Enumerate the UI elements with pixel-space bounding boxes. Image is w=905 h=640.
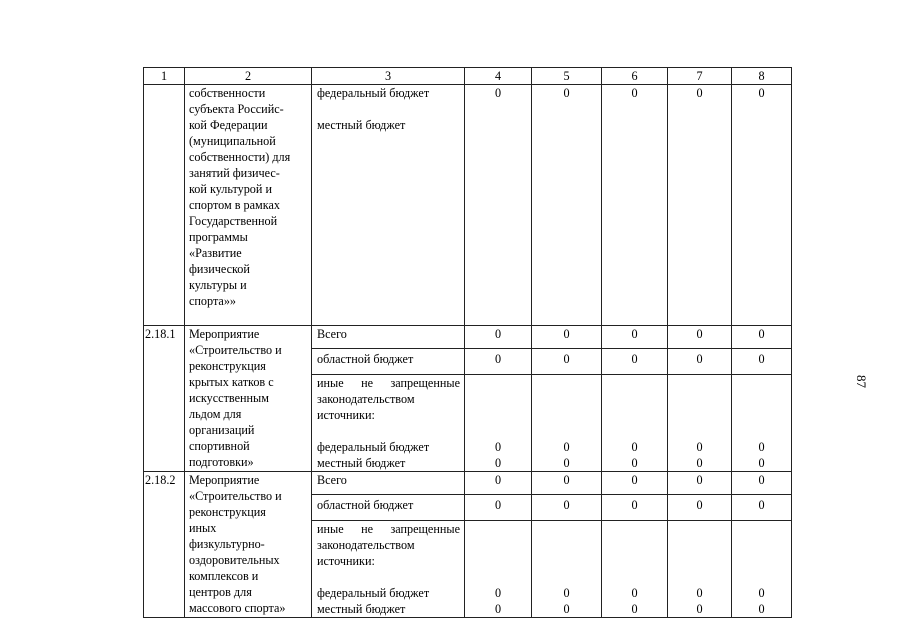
header-cell: 6: [602, 68, 668, 85]
value-cell: 0: [732, 85, 792, 326]
value-cell: 0 0: [465, 375, 532, 472]
funding-local: местный бюджет: [317, 118, 406, 132]
funding-federal: федеральный бюджет: [317, 440, 430, 454]
header-cell: 4: [465, 68, 532, 85]
row-description: собственности субъекта Российс- кой Федерации (муниципальной собственности) для занятий физичес- кой культурой и спортом в рамках Государственной программы «Развитие физической культуры и спорта»»: [185, 85, 312, 326]
funding-regional: областной бюджет: [312, 495, 465, 521]
funding-other-cell: иные не запрещенные законодательством источники: федеральный бюджет местный бюджет: [312, 521, 465, 618]
funding-local: местный бюджет: [317, 602, 406, 616]
row-description: Мероприятие «Строительство и реконструкция иных физкультурно- оздоровительных комплексов и центров для массового спорта»: [185, 472, 312, 618]
value-cell: 0: [668, 326, 732, 349]
value-cell: 0: [602, 85, 668, 326]
value-cell: 0: [668, 349, 732, 375]
value-cell: 0: [732, 326, 792, 349]
value-cell: 0: [732, 495, 792, 521]
table-row: [144, 326, 792, 349]
value-cell: 0 0: [732, 521, 792, 618]
value-cell: 0: [532, 326, 602, 349]
value-cell: 0 0: [532, 521, 602, 618]
value-cell: 0 0: [532, 375, 602, 472]
table-row: [144, 472, 792, 495]
page-number: 87: [854, 375, 869, 388]
value-cell: 0: [465, 85, 532, 326]
value-cell: 0: [532, 472, 602, 495]
funding-other-cell: иные не запрещенные законодательством источники: федеральный бюджет местный бюджет: [312, 375, 465, 472]
table-row: [144, 85, 792, 326]
header-cell: 1: [144, 68, 185, 85]
header-row: [144, 68, 792, 85]
funding-regional: областной бюджет: [312, 349, 465, 375]
value-cell: 0: [732, 472, 792, 495]
value-cell: 0: [465, 495, 532, 521]
value-cell: 0 0: [668, 521, 732, 618]
budget-table: [143, 67, 792, 618]
value-cell: 0 0: [732, 375, 792, 472]
value-cell: 0: [465, 349, 532, 375]
value-cell: 0 0: [602, 521, 668, 618]
header-cell: 3: [312, 68, 465, 85]
value-cell: 0 0: [465, 521, 532, 618]
header-cell: 2: [185, 68, 312, 85]
header-cell: 5: [532, 68, 602, 85]
value-cell: 0: [602, 472, 668, 495]
funding-federal: федеральный бюджет: [317, 586, 430, 600]
funding-total: Всего: [312, 326, 465, 349]
value-cell: 0: [668, 472, 732, 495]
header-cell: 8: [732, 68, 792, 85]
value-cell: 0 0: [602, 375, 668, 472]
value-cell: 0: [668, 495, 732, 521]
value-cell: 0: [602, 326, 668, 349]
row-description: Мероприятие «Строительство и реконструкция крытых катков с искусственным льдом для организаций спортивной подготовки»: [185, 326, 312, 472]
funding-federal: федеральный бюджет: [317, 86, 430, 100]
header-cell: 7: [668, 68, 732, 85]
value-cell: 0: [602, 495, 668, 521]
row-code-cell: [144, 85, 185, 326]
row-code: 2.18.2: [144, 472, 185, 618]
value-cell: 0: [602, 349, 668, 375]
value-cell: 0 0: [668, 375, 732, 472]
value-cell: 0: [532, 349, 602, 375]
value-cell: 0: [465, 472, 532, 495]
funding-local: местный бюджет: [317, 456, 406, 470]
value-cell: 0: [732, 349, 792, 375]
value-cell: 0: [532, 85, 602, 326]
value-cell: 0: [465, 326, 532, 349]
funding-total: Всего: [312, 472, 465, 495]
value-cell: 0: [532, 495, 602, 521]
value-cell: 0: [668, 85, 732, 326]
row-code: 2.18.1: [144, 326, 185, 472]
funding-source-cell: [312, 85, 465, 326]
